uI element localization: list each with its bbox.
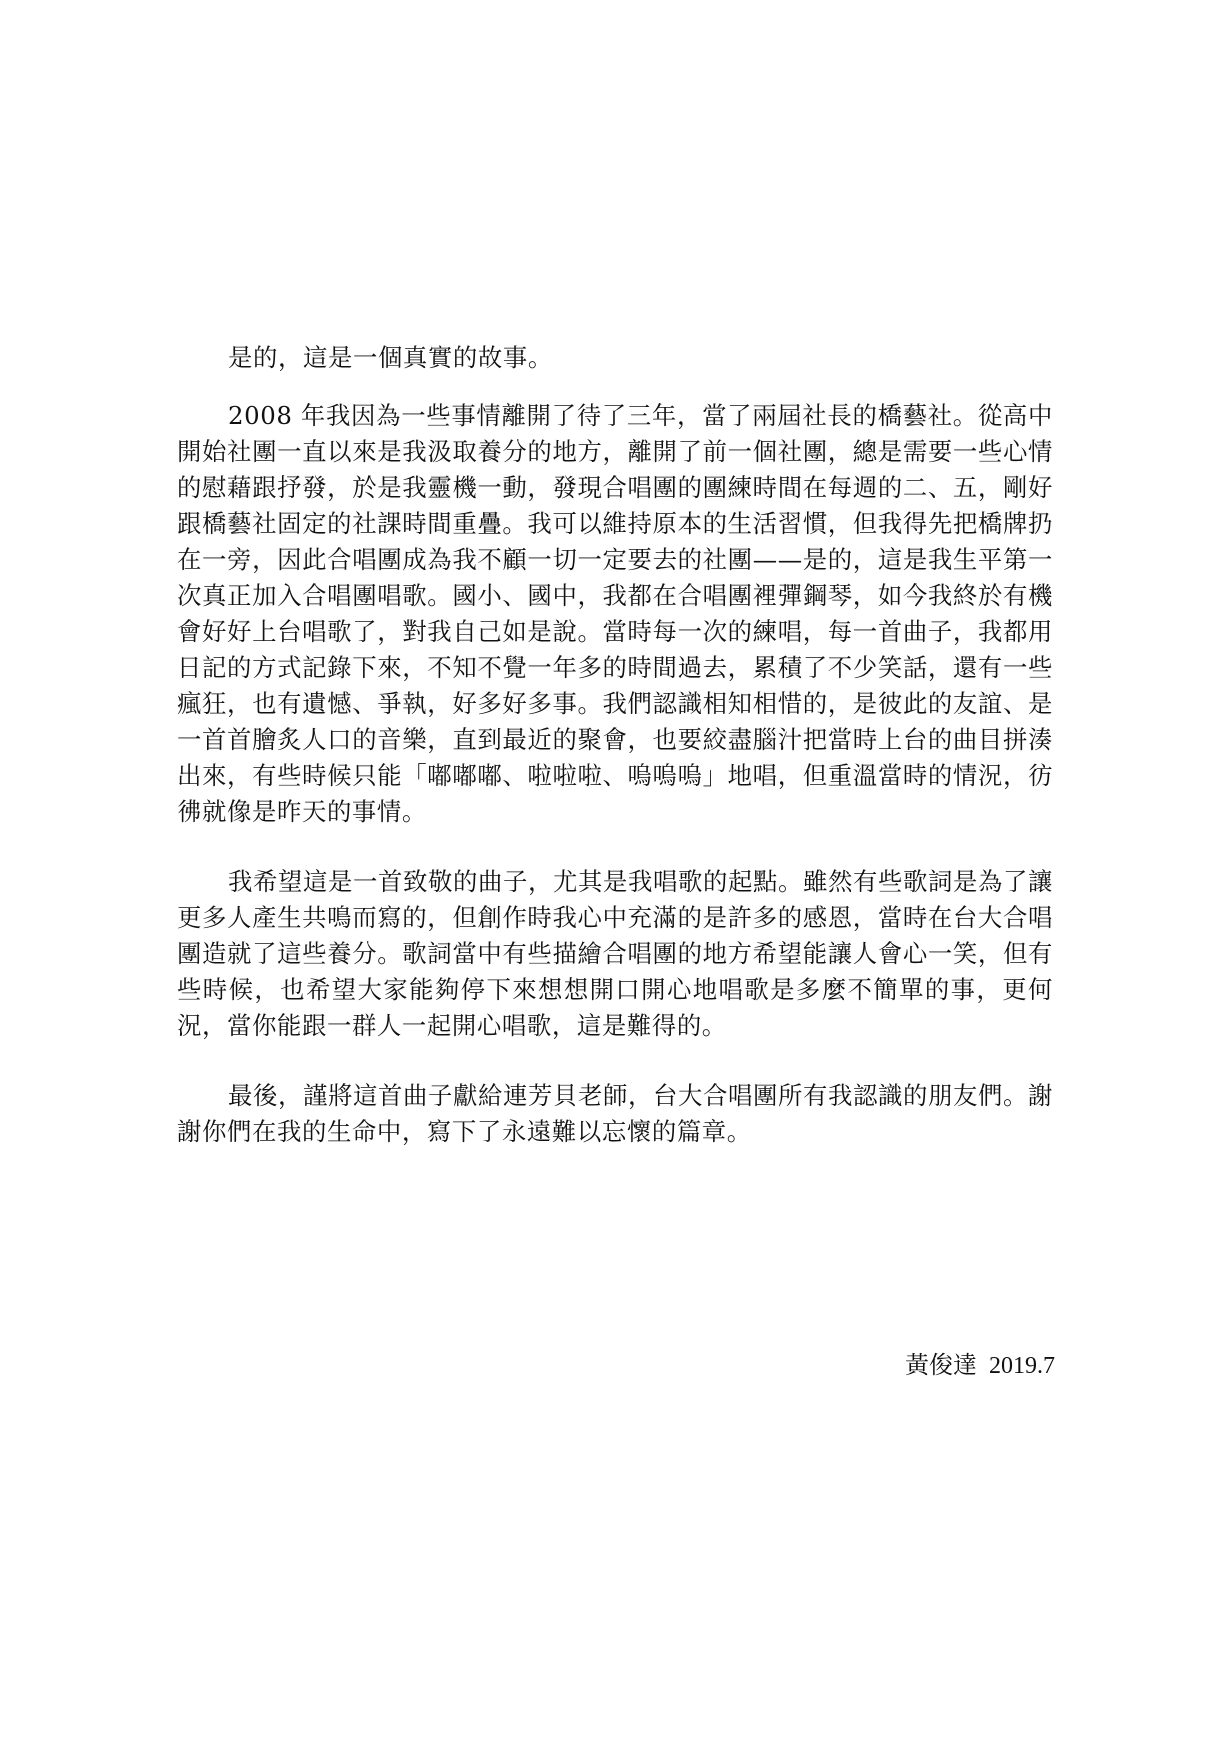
document-body [177, 340, 1053, 1150]
signature-block [905, 1350, 1055, 1381]
signature-date: 2019.7 [989, 1353, 1055, 1379]
paragraph-story: 2008 年我因為一些事情離開了待了三年，當了兩屆社長的橋藝社。從高中開始社團一直以來是我汲取養分的地方，離開了前一個社團，總是需要一些心情的慰藉跟抒發，於是我靈機一動，發現合唱團的團練時間在每週的二、五，剛好跟橋藝社固定的社課時間重疊。我可以維持原本的生活習慣，但我得先把橋牌扔在一旁，因此合唱團成為我不顧一切一定要去的社團——是的，這是我生平第一次真正加入合唱團唱歌。國小、國中，我都在合唱團裡彈鋼琴，如今我終於有機會好好上台唱歌了，對我自己如是說。當時每一次的練唱，每一首曲子，我都用日記的方式記錄下來，不知不覺一年多的時間過去，累積了不少笑話，還有一些瘋狂，也有遺憾、爭執，好多好多事。我們認識相知相惜的，是彼此的友誼、是一首首膾炙人口的音樂，直到最近的聚會，也要絞盡腦汁把當時上台的曲目拼湊出來，有些時候只能「嘟嘟嘟、啦啦啦、嗚嗚嗚」地唱，但重溫當時的情況，彷彿就像是昨天的事情。 [177, 401, 1053, 826]
paragraph-intro: 是的，這是一個真實的故事。 [228, 343, 553, 372]
paragraph-dedication: 最後，謹將這首曲子獻給連芳貝老師，台大合唱團所有我認識的朋友們。謝謝你們在我的生命中，寫下了永遠難以忘懷的篇章。 [177, 1081, 1053, 1146]
signature-author: 黃俊達 [905, 1351, 977, 1379]
paragraph-tribute: 我希望這是一首致敬的曲子，尤其是我唱歌的起點。雖然有些歌詞是為了讓更多人產生共鳴而寫的，但創作時我心中充滿的是許多的感恩，當時在台大合唱團造就了這些養分。歌詞當中有些描繪合唱團的地方希望能讓人會心一笑，但有些時候，也希望大家能夠停下來想想開口開心地唱歌是多麼不簡單的事，更何況，當你能跟一群人一起開心唱歌，這是難得的。 [177, 867, 1053, 1040]
